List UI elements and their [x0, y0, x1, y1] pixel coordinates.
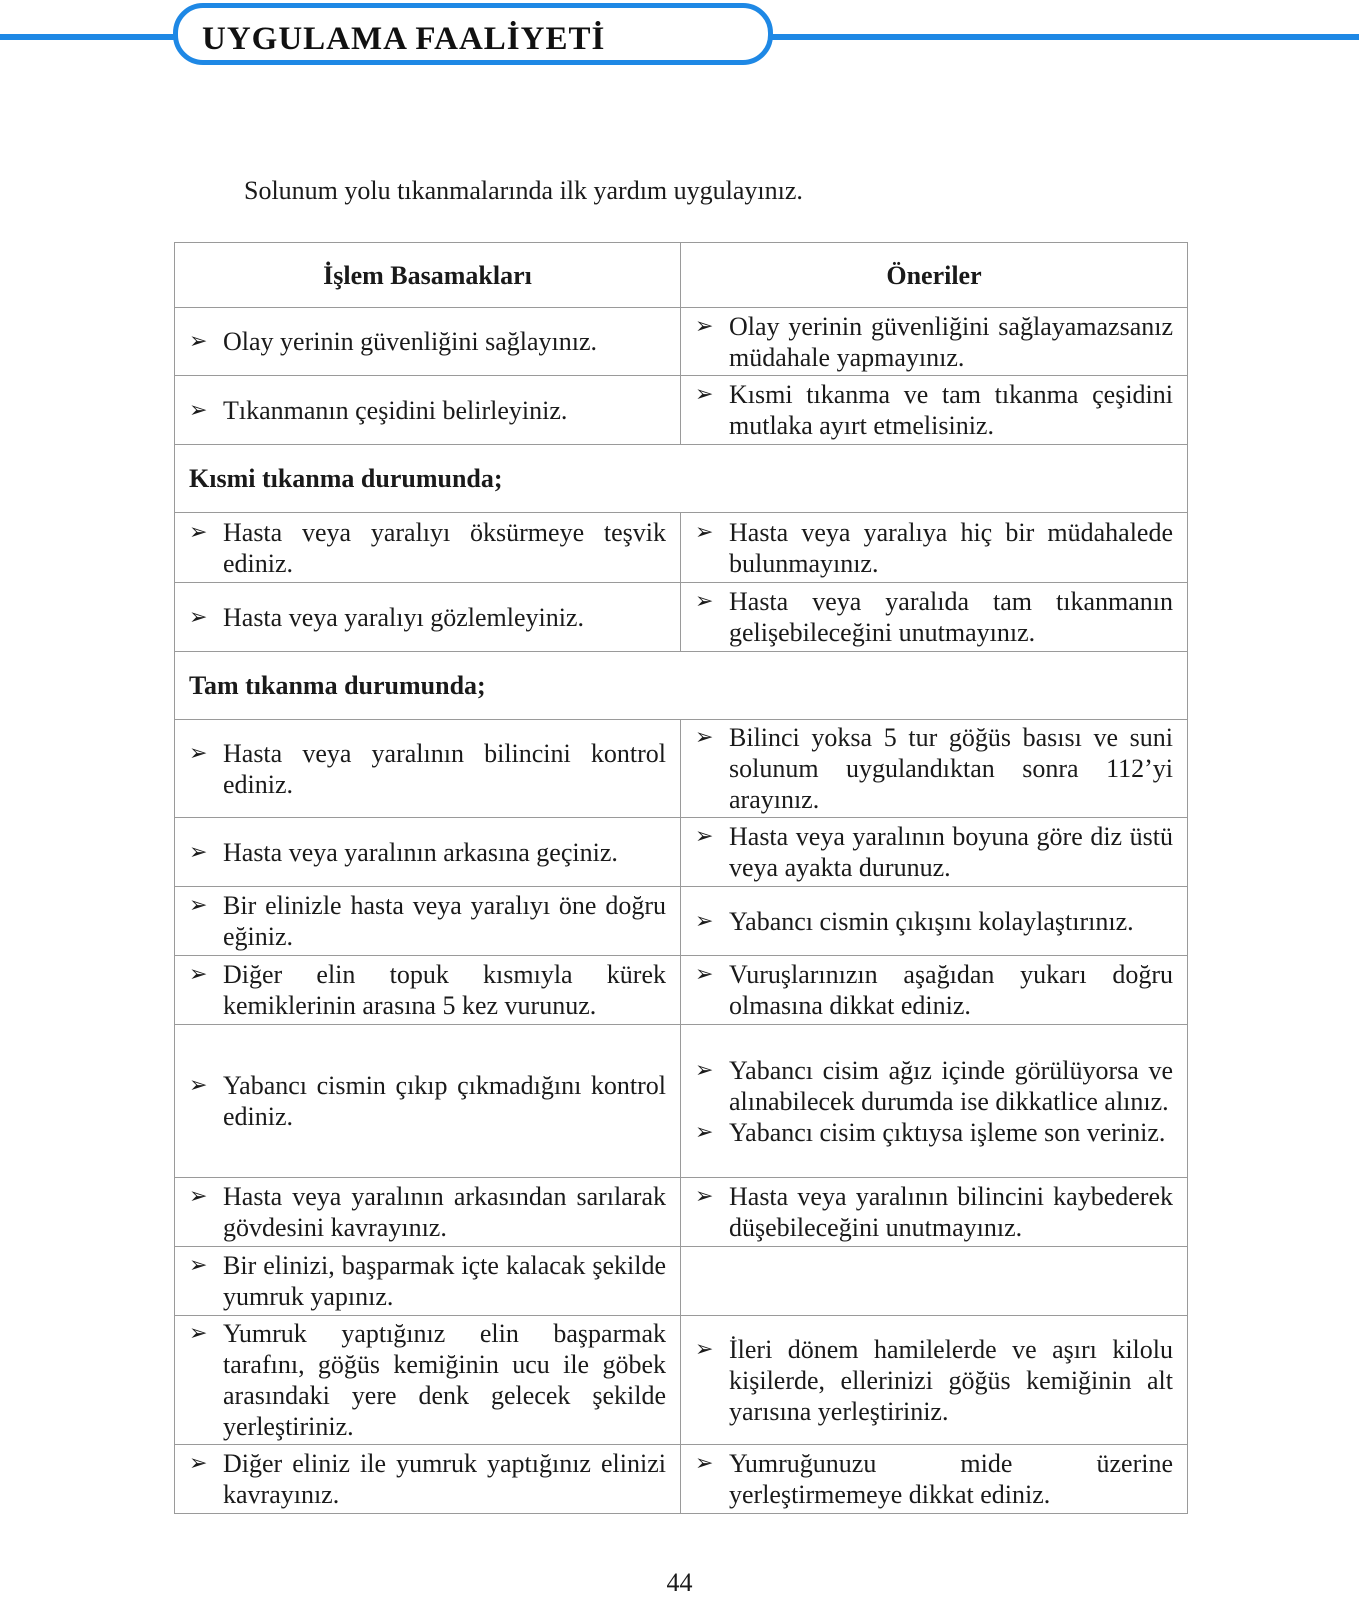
- tip-text: Yabancı cisim çıktıysa işleme son veriniz.: [729, 1117, 1166, 1147]
- bullet-item: [695, 1448, 1173, 1510]
- arrowhead-bullet-icon: ➢: [189, 962, 208, 987]
- step-text: Diğer eliniz ile yumruk yaptığınız elinizi kavrayınız.: [223, 1449, 666, 1509]
- bullet-item: [189, 1181, 666, 1243]
- arrowhead-bullet-icon: ➢: [189, 1073, 208, 1098]
- tip-cell: [681, 720, 1188, 818]
- arrowhead-bullet-icon: ➢: [695, 519, 714, 545]
- tip-cell: [681, 583, 1188, 652]
- table-row: [175, 583, 1188, 652]
- bullet-item: [189, 890, 666, 952]
- section-row: [175, 652, 1188, 720]
- tip-cell: [681, 1025, 1188, 1178]
- arrowhead-bullet-icon: ➢: [695, 1451, 714, 1476]
- arrowhead-bullet-icon: ➢: [189, 839, 208, 865]
- tip-cell: [681, 1445, 1188, 1514]
- table-row: [175, 1247, 1188, 1316]
- section-row: [175, 445, 1188, 513]
- tip-cell: [681, 308, 1188, 376]
- arrowhead-bullet-icon: ➢: [695, 1119, 714, 1145]
- step-cell: [175, 818, 681, 887]
- bullet-item: [189, 1070, 666, 1132]
- tip-cell: [681, 513, 1188, 583]
- step-text: Bir elinizle hasta veya yaralıyı öne doğru eğiniz.: [223, 891, 666, 951]
- table-row: [175, 1445, 1188, 1514]
- table-row: [175, 818, 1188, 887]
- step-text: Olay yerinin güvenliğini sağlayınız.: [223, 327, 598, 356]
- arrowhead-bullet-icon: ➢: [695, 1184, 714, 1209]
- step-text: Hasta veya yaralının arkasından sarılarak gövdesini kavrayınız.: [223, 1182, 666, 1242]
- bullet-item: [695, 959, 1173, 1021]
- bullet-item: [189, 1318, 666, 1442]
- bullet-item: [695, 1181, 1173, 1243]
- step-cell: [175, 1178, 681, 1247]
- header-title-box: [173, 3, 773, 65]
- bullet-item: [695, 821, 1173, 883]
- step-cell: [175, 1316, 681, 1445]
- arrowhead-bullet-icon: ➢: [695, 1336, 714, 1362]
- arrowhead-bullet-icon: ➢: [695, 962, 714, 987]
- tip-text: Kısmi tıkanma ve tam tıkanma çeşidini mutlaka ayırt etmelisiniz.: [729, 380, 1173, 440]
- arrowhead-bullet-icon: ➢: [189, 519, 208, 545]
- table-row: [175, 720, 1188, 818]
- bullet-item: [695, 722, 1173, 815]
- arrowhead-bullet-icon: ➢: [695, 824, 714, 849]
- step-cell: [175, 956, 681, 1025]
- step-text: Diğer elin topuk kısmıyla kürek kemiklerinin arasına 5 kez vurunuz.: [223, 960, 666, 1020]
- arrowhead-bullet-icon: ➢: [189, 740, 208, 766]
- column-header-tips: Öneriler: [681, 243, 1188, 308]
- step-cell: [175, 887, 681, 956]
- step-text: Tıkanmanın çeşidini belirleyiniz.: [223, 395, 568, 425]
- bullet-item: [189, 1250, 666, 1312]
- table-row: [175, 1025, 1188, 1178]
- table-row: [175, 308, 1188, 376]
- tip-cell: [681, 1316, 1188, 1445]
- tip-text: Hasta veya yaralıya hiç bir müdahalede bulunmayınız.: [729, 517, 1173, 578]
- table-header-row: [175, 243, 1188, 308]
- arrowhead-bullet-icon: ➢: [189, 893, 208, 918]
- page-number: 44: [666, 1568, 693, 1597]
- tip-text: Hasta veya yaralının boyuna göre diz üstü veya ayakta durunuz.: [729, 822, 1173, 882]
- step-text: Hasta veya yaralının bilincini kontrol ediniz.: [223, 738, 666, 799]
- tip-text: Hasta veya yaralıda tam tıkanmanın gelişebileceğini unutmayınız.: [729, 587, 1173, 647]
- bullet-item: [695, 1117, 1173, 1148]
- bullet-item: [189, 517, 666, 579]
- table-row: [175, 513, 1188, 583]
- tip-text: Yumruğunuzu mide üzerine yerleştirmemeye dikkat ediniz.: [729, 1449, 1173, 1509]
- bullet-item: [189, 1448, 666, 1510]
- page-title: UYGULAMA FAALİYETİ: [202, 21, 606, 57]
- arrowhead-bullet-icon: ➢: [189, 1321, 208, 1346]
- tip-cell: [681, 818, 1188, 887]
- tip-cell: [681, 376, 1188, 445]
- arrowhead-bullet-icon: ➢: [695, 313, 714, 339]
- tip-text: Hasta veya yaralının bilincini kaybederek düşebileceğini unutmayınız.: [729, 1182, 1173, 1242]
- arrowhead-bullet-icon: ➢: [695, 1057, 714, 1083]
- step-text: Bir elinizi, başparmak içte kalacak şekilde yumruk yapınız.: [223, 1251, 666, 1311]
- table-row: [175, 1178, 1188, 1247]
- arrowhead-bullet-icon: ➢: [695, 908, 714, 934]
- step-cell: [175, 1025, 681, 1178]
- bullet-item: [189, 837, 666, 868]
- tip-text: İleri dönem hamilelerde ve aşırı kilolu kişilerde, ellerinizi göğüs kemiğinin alt yarısına yerleştiriniz.: [729, 1334, 1173, 1426]
- tip-cell: [681, 1178, 1188, 1247]
- step-text: Yumruk yaptığınız elin başparmak tarafını, göğüs kemiğinin ucu ile göbek arasındaki yere denk gelecek şekilde yerleştiriniz.: [223, 1319, 666, 1441]
- table-row: [175, 1316, 1188, 1445]
- step-cell: [175, 513, 681, 583]
- bullet-item: [695, 311, 1173, 373]
- tip-cell: [681, 887, 1188, 956]
- tip-text: Bilinci yoksa 5 tur göğüs basısı ve suni solunum uygulandıktan sonra 112’yi arayınız.: [729, 723, 1173, 814]
- column-header-steps: İşlem Basamakları: [175, 243, 681, 308]
- instruction-text: Solunum yolu tıkanmalarında ilk yardım uygulayınız.: [244, 176, 803, 205]
- step-text: Hasta veya yaralıyı gözlemleyiniz.: [223, 602, 584, 632]
- tip-text: Yabancı cismin çıkışını kolaylaştırınız.: [729, 906, 1134, 936]
- table-row: [175, 887, 1188, 956]
- tip-cell: [681, 1247, 1188, 1316]
- tip-text: Vuruşlarınızın aşağıdan yukarı doğru olmasına dikkat ediniz.: [729, 960, 1173, 1020]
- bullet-item: [189, 959, 666, 1021]
- section-heading: Tam tıkanma durumunda;: [175, 652, 1188, 720]
- step-text: Yabancı cismin çıkıp çıkmadığını kontrol ediniz.: [223, 1071, 666, 1131]
- bullet-item: [695, 586, 1173, 648]
- bullet-item: [189, 395, 666, 426]
- step-cell: [175, 720, 681, 818]
- step-cell: [175, 583, 681, 652]
- step-cell: [175, 1247, 681, 1316]
- tip-cell: [681, 956, 1188, 1025]
- step-text: Hasta veya yaralıyı öksürmeye teşvik ediniz.: [223, 517, 666, 578]
- arrowhead-bullet-icon: ➢: [189, 1253, 208, 1278]
- procedure-table: [174, 242, 1188, 1514]
- bullet-item: [189, 326, 666, 357]
- arrowhead-bullet-icon: ➢: [189, 397, 208, 423]
- bullet-item: [695, 906, 1173, 937]
- arrowhead-bullet-icon: ➢: [189, 604, 208, 630]
- section-heading: Kısmi tıkanma durumunda;: [175, 445, 1188, 513]
- step-cell: [175, 308, 681, 376]
- step-cell: [175, 376, 681, 445]
- step-cell: [175, 1445, 681, 1514]
- arrowhead-bullet-icon: ➢: [189, 1184, 208, 1209]
- arrowhead-bullet-icon: ➢: [695, 589, 714, 614]
- arrowhead-bullet-icon: ➢: [189, 329, 208, 354]
- bullet-item: [695, 379, 1173, 441]
- step-text: Hasta veya yaralının arkasına geçiniz.: [223, 837, 618, 867]
- table-row: [175, 956, 1188, 1025]
- table-row: [175, 376, 1188, 445]
- arrowhead-bullet-icon: ➢: [695, 725, 714, 750]
- bullet-item: [695, 1055, 1173, 1117]
- arrowhead-bullet-icon: ➢: [189, 1451, 208, 1476]
- bullet-item: [189, 738, 666, 800]
- arrowhead-bullet-icon: ➢: [695, 382, 714, 407]
- bullet-item: [695, 1334, 1173, 1427]
- bullet-item: [189, 602, 666, 633]
- tip-text: Olay yerinin güvenliğini sağlayamazsanız müdahale yapmayınız.: [729, 311, 1173, 372]
- bullet-item: [695, 517, 1173, 579]
- tip-text: Yabancı cisim ağız içinde görülüyorsa ve alınabilecek durumda ise dikkatlice alınız.: [729, 1055, 1173, 1116]
